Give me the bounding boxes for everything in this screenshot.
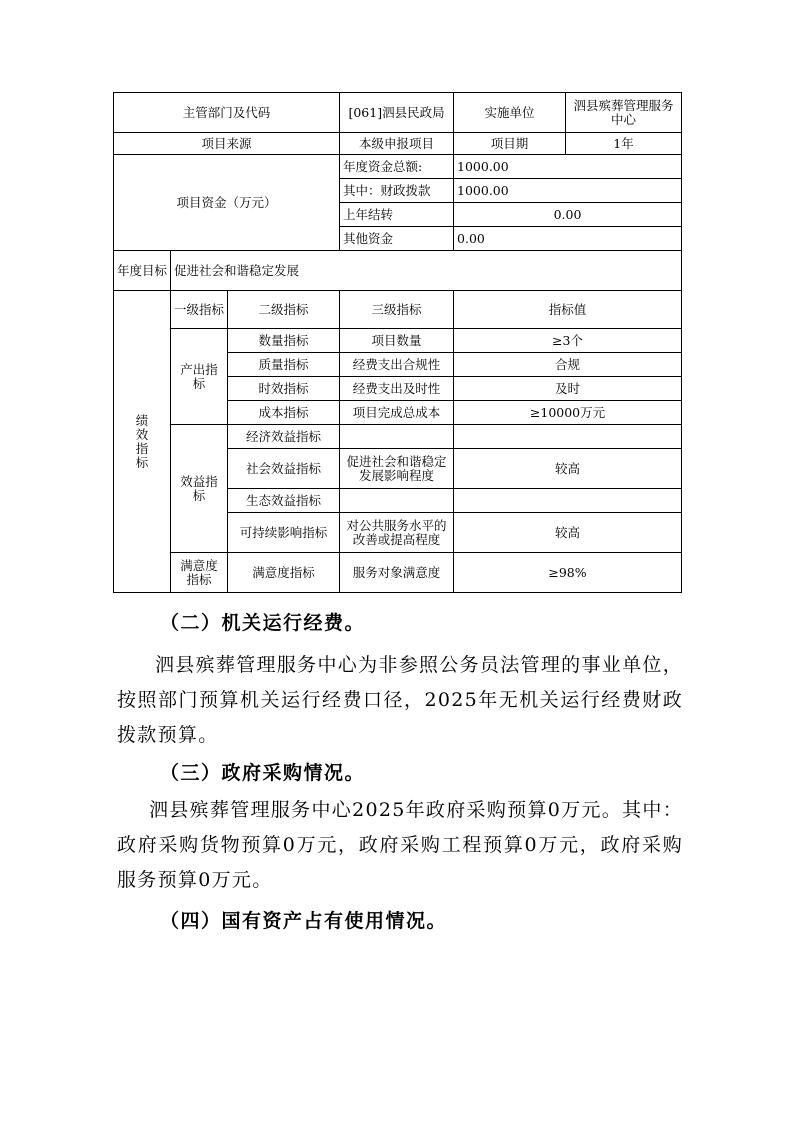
table-row-value: ≥98% [454, 553, 682, 593]
funds-carryover-label: 上年结转 [340, 203, 454, 227]
impl-unit-value: 泗县殡葬管理服务中心 [566, 93, 682, 133]
col-header-value: 指标值 [454, 291, 682, 329]
table-row-level2: 质量指标 [228, 353, 340, 377]
table-row-level2: 成本指标 [228, 401, 340, 425]
funds-other-value: 0.00 [454, 227, 682, 251]
project-period-value: 1年 [566, 133, 682, 155]
annual-goal-value: 促进社会和谐稳定发展 [171, 251, 682, 291]
table-row-value [454, 489, 682, 513]
benefit-indicators-label: 效益指标 [171, 425, 228, 553]
funds-fiscal-value: 1000.00 [454, 179, 682, 203]
table-row-level3: 服务对象满意度 [340, 553, 454, 593]
funds-total-value: 1000.00 [454, 155, 682, 179]
annual-goal-label: 年度目标 [114, 251, 171, 291]
project-source-value: 本级申报项目 [340, 133, 454, 155]
table-row-value: ≥3个 [454, 329, 682, 353]
col-header-level3: 三级指标 [340, 291, 454, 329]
performance-target-table [113, 92, 682, 593]
table-row-level2: 经济效益指标 [228, 425, 340, 449]
table-row-level3: 经费支出合规性 [340, 353, 454, 377]
funds-fiscal-label: 其中：财政拨款 [340, 179, 454, 203]
supervisor-label: 主管部门及代码 [114, 93, 340, 133]
table-row-level3: 项目数量 [340, 329, 454, 353]
project-period-label: 项目期 [454, 133, 566, 155]
project-funds-label: 项目资金（万元） [114, 155, 340, 251]
table-row-value: 合规 [454, 353, 682, 377]
table-row-level2: 可持续影响指标 [228, 513, 340, 553]
project-source-label: 项目来源 [114, 133, 340, 155]
supervisor-value: [061]泗县民政局 [340, 93, 454, 133]
section-heading-state-assets: （四）国有资产占有使用情况。 [160, 910, 448, 932]
table-row-level3 [340, 489, 454, 513]
table-row-level2: 生态效益指标 [228, 489, 340, 513]
table-row-level3: 项目完成总成本 [340, 401, 454, 425]
table-row-level3 [340, 425, 454, 449]
impl-unit-label: 实施单位 [454, 93, 566, 133]
table-row-level2: 时效指标 [228, 377, 340, 401]
satisfaction-indicators-label: 满意度指标 [171, 553, 228, 593]
performance-indicators-label: 绩效指标 [114, 291, 171, 593]
table-row-value [454, 425, 682, 449]
procurement-paragraph: 泗县殡葬管理服务中心2025年政府采购预算0万元。其中：政府采购货物预算0万元，政府采购工程预算0万元，政府采购服务预算0万元。 [117, 799, 683, 891]
table-row-level3: 经费支出及时性 [340, 377, 454, 401]
funds-total-label: 年度资金总额: [340, 155, 454, 179]
table-row-level2: 数量指标 [228, 329, 340, 353]
operating-funds-paragraph: 泗县殡葬管理服务中心为非参照公务员法管理的事业单位，按照部门预算机关运行经费口径，2025年无机关运行经费财政拨款预算。 [117, 654, 683, 746]
table-row-level3: 对公共服务水平的改善或提高程度 [340, 513, 454, 553]
table-row-level2: 满意度指标 [228, 553, 340, 593]
table-row-value: ≥10000万元 [454, 401, 682, 425]
table-row-value: 及时 [454, 377, 682, 401]
table-row-level3: 促进社会和谐稳定发展影响程度 [340, 449, 454, 489]
table-row-value: 较高 [454, 513, 682, 553]
funds-other-label: 其他资金 [340, 227, 454, 251]
col-header-level1: 一级指标 [171, 291, 228, 329]
table-row-value: 较高 [454, 449, 682, 489]
section-heading-operating-funds: （二）机关运行经费。 [160, 612, 366, 634]
table-row-level2: 社会效益指标 [228, 449, 340, 489]
funds-carryover-value: 0.00 [454, 203, 682, 227]
section-heading-procurement: （三）政府采购情况。 [160, 762, 366, 784]
col-header-level2: 二级指标 [228, 291, 340, 329]
output-indicators-label: 产出指标 [171, 329, 228, 425]
